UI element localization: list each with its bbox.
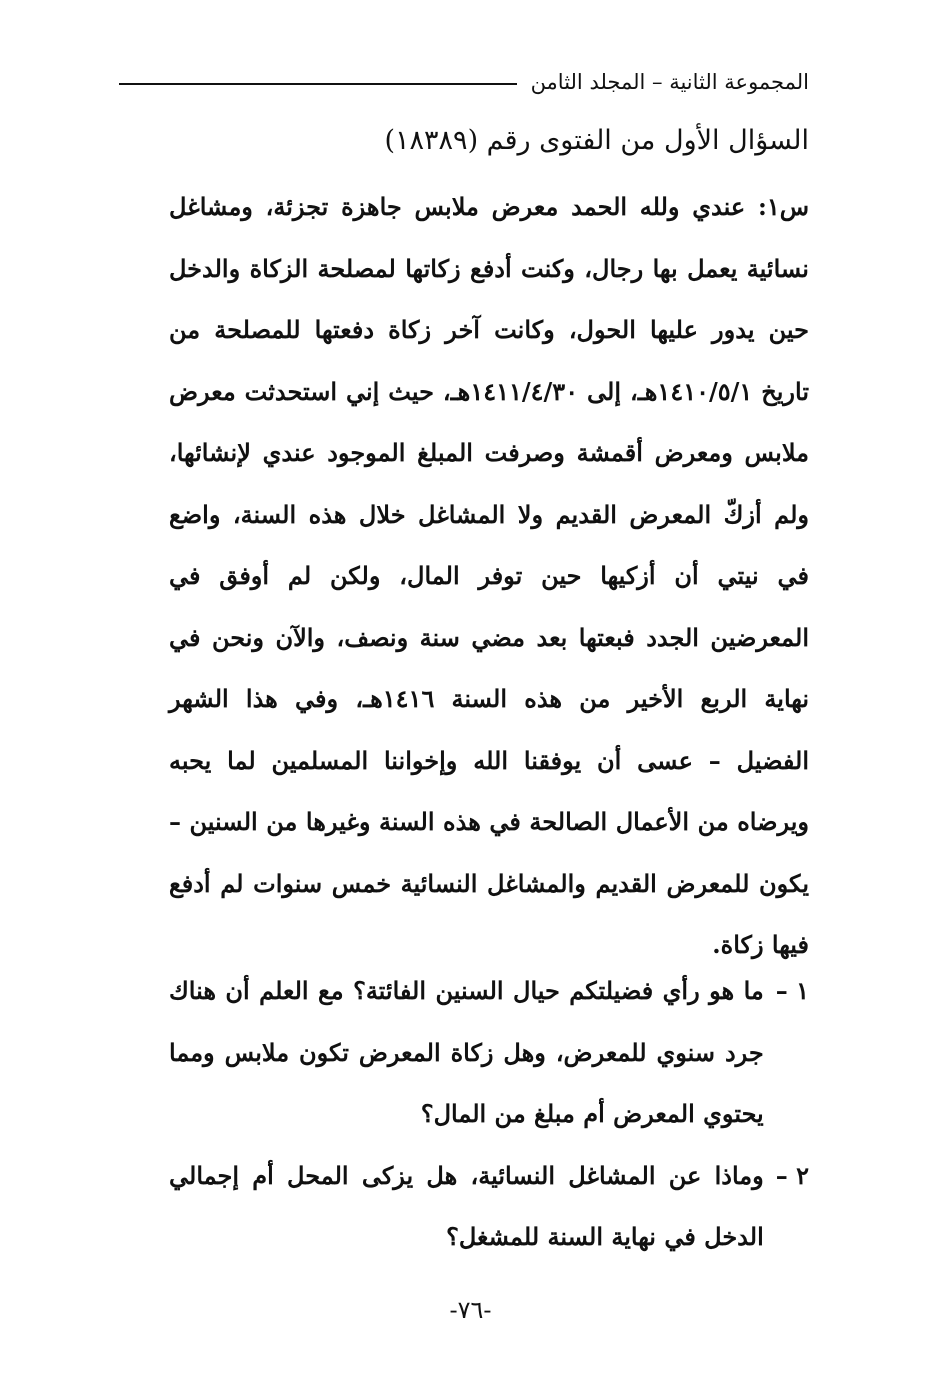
list-item-number: ٢ – — [775, 1160, 809, 1190]
fatwa-subtitle: السؤال الأول من الفتوى رقم (١٨٣٨٩) — [384, 125, 809, 156]
list-item-text: وماذا عن المشاغل النسائية، هل يزكى المحل أم إجمالي الدخل في نهاية السنة للمشغل؟ — [169, 1160, 764, 1251]
list-item-number: ١ – — [775, 976, 809, 1005]
running-head-title: المجموعة الثانية – المجلد الثامن — [530, 70, 809, 94]
running-head-rule — [119, 83, 517, 85]
list-item — [169, 1145, 809, 1268]
list-item — [169, 960, 809, 1145]
list-item-text: ما هو رأي فضيلتكم حيال السنين الفائتة؟ مع العلم أن هناك جرد سنوي للمعرض، وهل زكاة المعرض تكون ملابس ومما يحتوي المعرض أم مبلغ من المال؟ — [169, 976, 764, 1128]
question-items — [169, 960, 809, 1268]
page-number: -٧٦- — [449, 1296, 492, 1324]
running-head — [119, 62, 809, 102]
question-paragraph: س١: عندي ولله الحمد معرض ملابس جاهزة تجزئة، ومشاغل نسائية يعمل بها رجال، وكنت أدفع زكاتها لمصلحة الزكاة والدخل حين يدور عليها الحول، وكانت آخر زكاة دفعتها للمصلحة من تاريخ ١٤١٠/٥/١هـ، إلى ١٤١١/٤/٣٠هـ، حيث إني استحدثت معرض ملابس ومعرض أقمشة وصرفت المبلغ الموجود عندي لإنشائها، ولم أزكّ المعرض القديم ولا المشاغل خلال هذه السنة، واضع في نيتي أن أزكيها حين توفر المال، ولكن لم أوفق في المعرضين الجدد فبعتها بعد مضي سنة ونصف، والآن ونحن في نهاية الربع الأخير من هذه السنة ١٤١٦هـ، وفي هذا الشهر الفضيل – عسى أن يوفقنا الله وإخواننا المسلمين لما يحبه ويرضاه من الأعمال الصالحة في هذه السنة وغيرها من السنين – يكون للمعرض القديم والمشاغل النسائية خمس سنوات لم أدفع فيها زكاة. — [169, 192, 810, 959]
